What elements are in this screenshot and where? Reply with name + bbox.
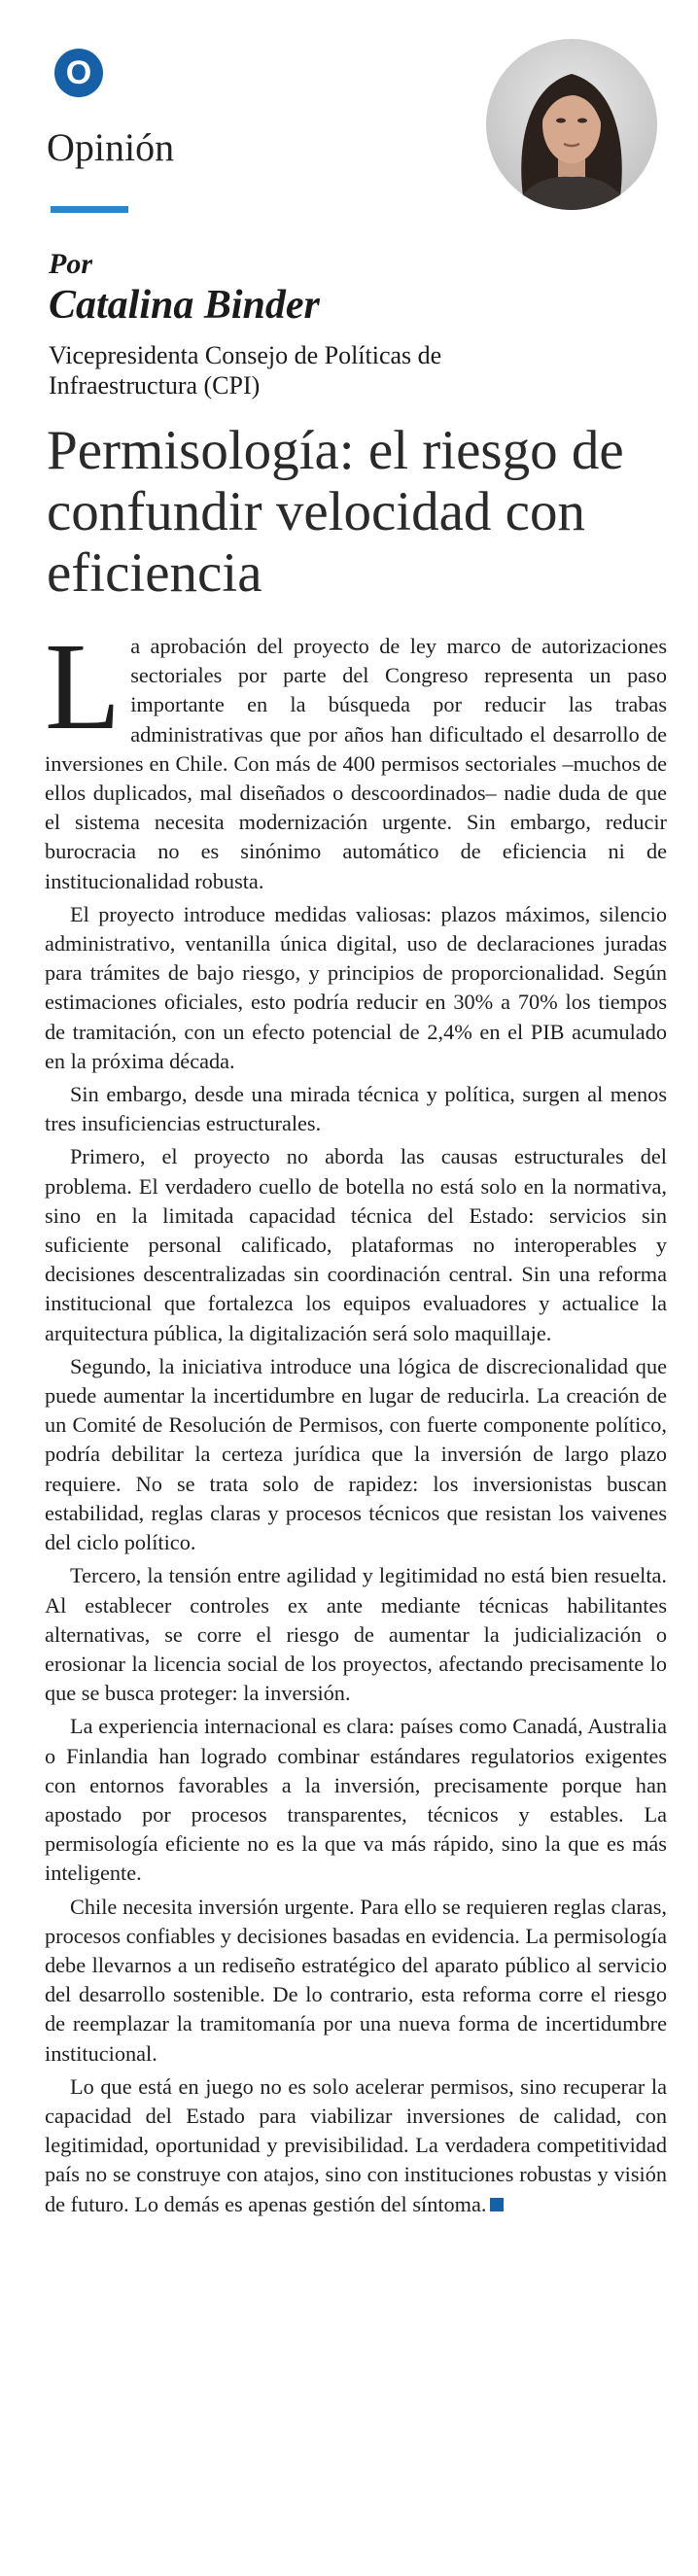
author-role: Vicepresidenta Consejo de Políticas de Infraestructura (CPI): [49, 341, 442, 400]
article-paragraph: Primero, el proyecto no aborda las causas estructurales del problema. El verdadero cuello de botella no está solo en la normativa, sino en la limitada capacidad técnica del Estado: servicios sin suficiente personal calificado, plataformas no interoperables y decisiones descentralizadas sin coordinación central. Sin una reforma institucional que fortalezca los equipos evaluadores y actualice la arquitectura pública, la digitalización será solo maquillaje.: [45, 1144, 667, 1345]
author-name: Catalina Binder: [49, 283, 320, 328]
article-paragraph: Lo que está en juego no es solo acelerar permisos, sino recuperar la capacidad del Estado para viabilizar inversiones de calidad, con legitimidad, oportunidad y previsibilidad. La verdadera competitividad país no se construye con atajos, sino con instituciones robustas y visión de futuro. Lo demás es apenas gestión del síntoma.: [45, 2073, 667, 2216]
article-paragraph: La experiencia internacional es clara: países como Canadá, Australia o Finlandia han logrado combinar estándares regulatorios exigentes con entornos favorables a la inversión, precisamente porque han apostado por procesos transparentes, técnicos y estables. La permisología eficiente no es la que va más rápido, sino la que es más inteligente.: [45, 1714, 667, 1886]
section-badge: O: [54, 49, 103, 97]
article-paragraph: Chile necesita inversión urgente. Para ello se requieren reglas claras, procesos confiables y decisiones basadas en evidencia. La permisología debe llevarnos a un rediseño estratégico del aparato público al servicio del desarrollo sostenible. De lo contrario, esta reforma corre el riesgo de reemplazar la tramitomanía por una nueva forma de incertidumbre institucional.: [45, 1894, 667, 2066]
article-paragraph: El proyecto introduce medidas valiosas: plazos máximos, silencio administrativo, ventanilla única digital, uso de declaraciones juradas para trámites de bajo riesgo, y principios de proporcionalidad. Según estimaciones oficiales, esto podría reducir en 30% a 70% los tiempos de tramitación, con un efecto potencial de 2,4% en el PIB acumulado en la próxima década.: [45, 901, 667, 1073]
drop-cap: L: [45, 617, 122, 755]
author-photo: [486, 39, 657, 210]
byline-prefix: Por: [49, 248, 92, 280]
article-paragraph: Segundo, la iniciativa introduce una lógica de discrecionalidad que puede aumentar la incertidumbre en lugar de reducirla. La creación de un Comité de Resolución de Permisos, con fuerte componente político, podría debilitar la certeza jurídica que la inversión de largo plazo requiere. No se trata solo de rapidez: los inversionistas buscan estabilidad, reglas claras y procesos técnicos que resistan los vaivenes del ciclo político.: [45, 1353, 667, 1555]
headline: Permisología: el riesgo de confundir velocidad con eficiencia: [47, 420, 624, 604]
article-body: [45, 617, 667, 2223]
article-paragraph: Sin embargo, desde una mirada técnica y política, surgen al menos tres insuficiencias estructurales.: [45, 1082, 667, 1136]
section-label: Opinión: [47, 125, 175, 169]
article-paragraph: Tercero, la tensión entre agilidad y legitimidad no está bien resuelta. Al establecer controles ex ante mediante técnicas habilitantes alternativas, se corre el riesgo de aumentar la judicialización o erosionar la licencia social de los proyectos, afectando precisamente lo que se busca proteger: la inversión.: [45, 1563, 667, 1706]
author-portrait-image: [486, 39, 657, 210]
end-mark-icon: [490, 2198, 504, 2211]
section-rule: [51, 206, 128, 213]
article-paragraph: La aprobación del proyecto de ley marco de autorizaciones sectoriales por parte del Congreso representa un paso importante en la búsqueda por reducir las trabas administrativas que por años han dificultado el desarrollo de inversiones en Chile. Con más de 400 permisos sectoriales –muchos de ellos duplicados, mal diseñados o descoordinados– nadie duda de que el sistema necesita modernización urgente. Sin embargo, reducir burocracia no es sinónimo automático de eficiencia ni de institucionalidad robusta.: [45, 617, 667, 893]
